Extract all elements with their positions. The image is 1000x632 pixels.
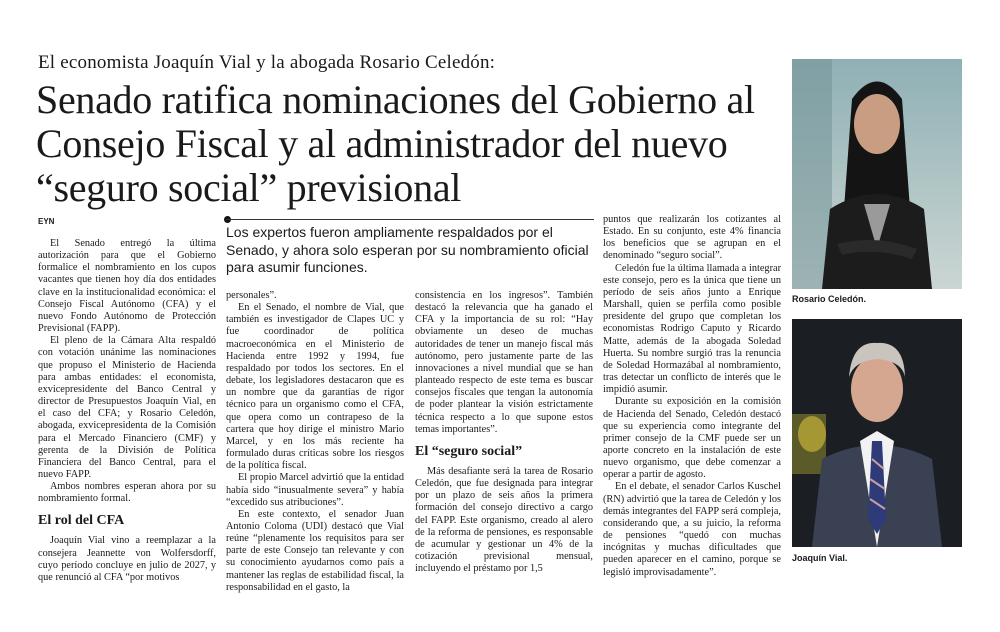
paragraph: consistencia en los ingresos”. También destacó la relevancia que ha ganado el CFA y la importancia de su rol: “Hay obviamente un deseo de muchas autoridades de tener un manejo fiscal más autónomo, pero justamente parte de las innovaciones a nivel mundial que se han planteado respecto de este tema es buscar consejos fiscales que tengan la autonomía de poder plantear la visión estrictamente técnica respecto a lo que supone estos temas importantes”. [415, 290, 593, 435]
paragraph: En este contexto, el senador Juan Antonio Coloma (UDI) destacó que Vial reúne “plenamente los requisitos para ser parte de este Consejo tan relevante y con su conocimiento ayudarnos como país a mantener las reglas de estabilidad fiscal, la responsabilidad en el gasto, la [226, 508, 404, 593]
paragraph: Joaquín Vial vino a reemplazar a la consejera Jeannette von Wolfersdorff, cuyo período concluye en julio de 2027, y que renunció al CFA “por motivos [38, 535, 216, 583]
column-2 [226, 290, 404, 594]
paragraph: En el Senado, el nombre de Vial, que también es investigador de Clapes UC y fue coordinador de política macroeconómica en el Ministerio de Hacienda entre 1992 y 1994, fue respaldado por todos los sectores. En el debate, los legisladores destacaron que es un nombre que da garantías de rigor técnico para un organismo como el CFA, que opera como un contrapeso de la cartera que hoy dirige el ministro Mario Marcel, y en los más reciente ha formulado duras críticas sobre los riesgos de la política fiscal. [226, 302, 404, 472]
paragraph: Más desafiante será la tarea de Rosario Celedón, que fue designada para integrar por un plazo de seis años la primera formación del consejo directivo a cargo del FAPP. Este organismo, creado al alero de la reforma de pensiones, es responsable de acumular y gestionar un 4% de la cotización previsional mensual, incluyendo el préstamo por 1,5 [415, 465, 593, 575]
paragraph: El Senado entregó la última autorización para que el Gobierno formalice el nombramiento en los cupos vacantes que tienen hoy día dos entidades clave en la institucionalidad económica: el Consejo Fiscal Autónomo (CFA) y el nuevo Fondo Autónomo de Protección Previsional (FAPP). [38, 238, 216, 335]
kicker: El economista Joaquín Vial y la abogada Rosario Celedón: [38, 52, 496, 73]
photo-rosario-celedon [792, 59, 962, 289]
byline: EYN [38, 217, 55, 226]
lead-paragraph: Los expertos fueron ampliamente respaldados por el Senado, y ahora solo esperan por su nombramiento oficial para asumir funciones. [226, 219, 594, 277]
column-3 [415, 290, 593, 575]
paragraph: Ambos nombres esperan ahora por su nombramiento formal. [38, 481, 216, 505]
photo-caption-celedon: Rosario Celedón. [792, 294, 867, 304]
column-4 [603, 214, 781, 579]
paragraph: El propio Marcel advirtió que la entidad había sido “inusualmente severa” y había “excedido sus atribuciones”. [226, 472, 404, 508]
paragraph: personales”. [226, 290, 277, 301]
photo-joaquin-vial [792, 319, 962, 547]
paragraph: Durante su exposición en la comisión de Hacienda del Senado, Celedón destacó que su experiencia como integrante del primer consejo de la CMF puede ser un aporte concreto en la instalación de este nuevo organismo, que debe comenzar a operar a partir de agosto. [603, 396, 781, 481]
column-1 [38, 238, 216, 584]
paragraph: Celedón fue la última llamada a integrar este consejo, pero es la única que tiene un período de seis años junto a Enrique Marshall, quien se perfila como posible presidente del grupo que completan los economistas Rodrigo Caputo y Ricardo Matte, además de la abogada Soledad Huerta. Su nombre surgió tras la renuncia de Soledad Hormazábal al nombramiento, tras detectar un conflicto de interés que le impidió asumir. [603, 262, 781, 396]
subheading-cfa: El rol del CFA [38, 513, 125, 529]
photo-caption-vial: Joaquín Vial. [792, 553, 848, 563]
headline: Senado ratifica nominaciones del Gobierno al Consejo Fiscal y al administrador del nuevo “seguro social” previsional [36, 77, 755, 210]
paragraph: puntos que realizarán los cotizantes al Estado. En su conjunto, este 4% financia los beneficios que se agrupan en el denominado “seguro social”. [603, 214, 781, 262]
paragraph: En el debate, el senador Carlos Kuschel (RN) advirtió que la tarea de Celedón y los demás integrantes del FAPP será compleja, considerando que, a su juicio, la reforma de pensiones “quedó con muchas incógnitas y muchas dificultades que pueden aparecer en el camino, porque se legisló improvisadamente”. [603, 481, 781, 578]
subheading-seguro-social: El “seguro social” [415, 443, 523, 459]
paragraph: El pleno de la Cámara Alta respaldó con votación unánime las nominaciones que propuso el Ministerio de Hacienda para ambas entidades: el economista, exvicepresidente del Banco Central y director de Presupuestos Joaquín Vial, en el caso del CFA; y Rosario Celedón, abogada, exvicepresidenta de la Comisión para el Mercado Financiero (CMF) y gerenta de la División de Política Financiera del Banco Central, para el nuevo FAPP. [38, 335, 216, 480]
